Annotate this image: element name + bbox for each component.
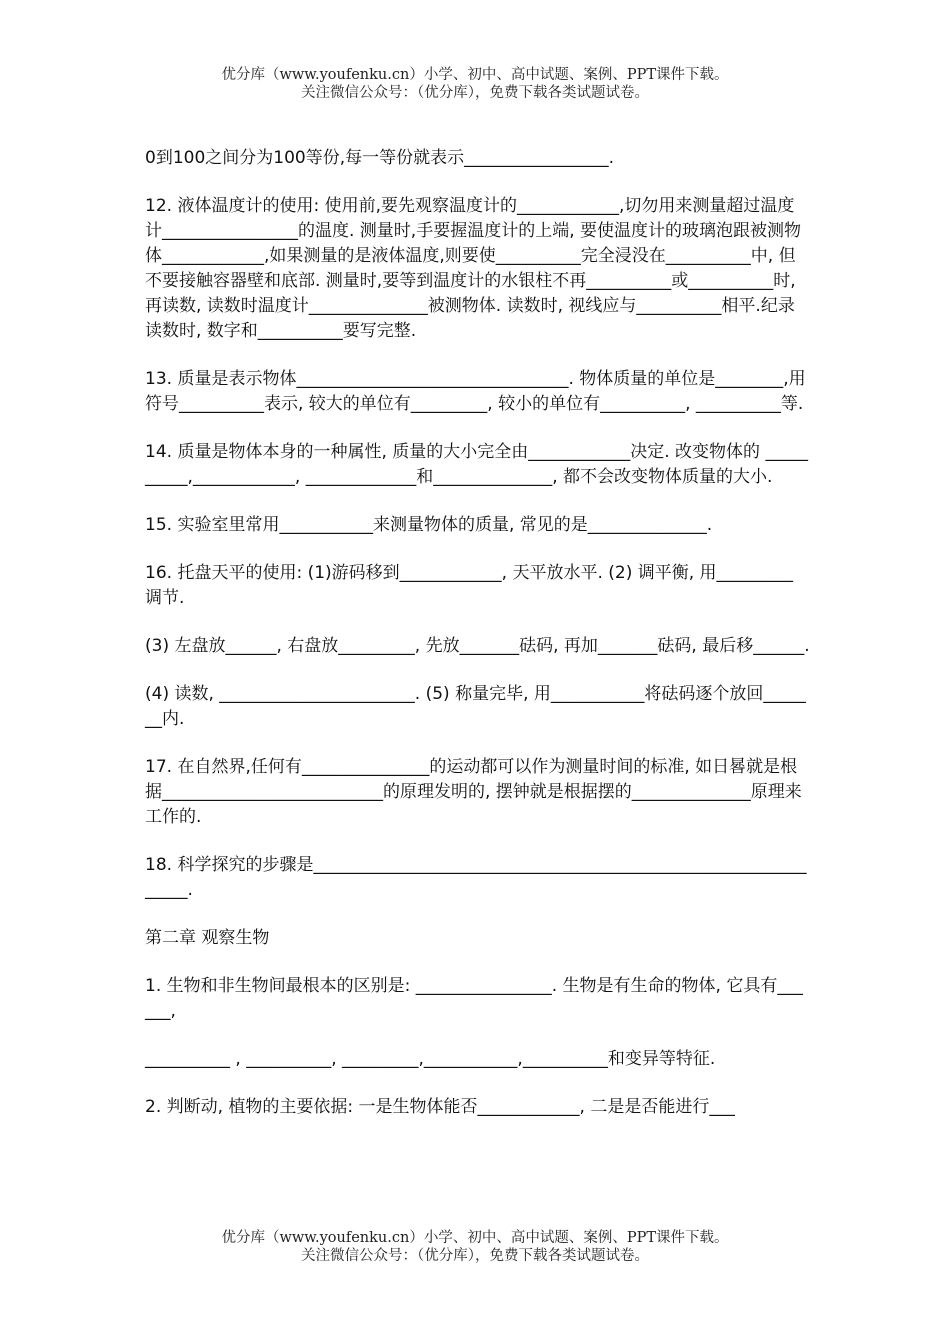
question-13: 13. 质量是表示物体________________________________. 物体质量的单位是________,用符号__________表示, 较大的单位有_________, 较小的单位有__________, __________等. — [145, 369, 806, 414]
footer-line-1: 优分库（www.youfenku.cn）小学、初中、高中试题、案例、PPT课件下载。 — [221, 1230, 729, 1246]
question-17: 17. 在自然界,任何有_______________的运动都可以作为测量时间的标准, 如日晷就是根据__________________________的原理发明的, 摆钟就是根据摆的______________原理来工作的. — [145, 757, 802, 827]
chapter2-question-1-cont: __________ , __________, _________,___________,__________和变异等特征. — [145, 1049, 716, 1069]
chapter2-question-2: 2. 判断动, 植物的主要依据: 一是生物体能否____________, 二是是否能进行___ — [145, 1097, 735, 1117]
question-16: 16. 托盘天平的使用: (1)游码移到____________, 天平放水平. (2) 调平衡, 用_________调节. — [145, 563, 794, 608]
page-footer — [0, 1229, 950, 1265]
header-line-2: 关注微信公众号：（优分库），免费下载各类试题试卷。 — [301, 85, 649, 101]
paragraph-intro: 0到100之间分为100等份,每一等份就表示_________________. — [145, 148, 615, 168]
page-header — [0, 66, 950, 102]
question-15: 15. 实验室里常用___________来测量物体的质量, 常见的是______________. — [145, 515, 713, 535]
question-18: 18. 科学探究的步骤是_______________________________________________________________. — [145, 855, 807, 900]
question-16-part-4: (4) 读数, _______________________. (5) 称量完毕, 用___________将砝码逐个放回_______内. — [145, 684, 806, 729]
document-body — [145, 146, 810, 1143]
question-16-part-3: (3) 左盘放______, 右盘放_________, 先放_______砝码, 再加_______砝码, 最后移______. — [145, 636, 810, 656]
footer-line-2: 关注微信公众号：（优分库），免费下载各类试题试卷。 — [301, 1248, 649, 1264]
chapter-heading: 第二章 观察生物 — [145, 928, 270, 948]
question-12: 12. 液体温度计的使用: 使用前,要先观察温度计的____________,切勿用来测量超过温度计________________的温度. 测量时,手要握温度计的上端, 要使温度计的玻璃泡跟被测物体____________,如果测量的是液体温度,则要使__________完全浸没在__________中, 但不要接触容器壁和底部. 测量时,要等到温度计的水银柱不再__________或__________时,再读数, 读数时温度计______________被测物体. 读数时, 视线应与__________相平.纪录读数时, 数字和__________要写完整. — [145, 196, 802, 341]
chapter2-question-1: 1. 生物和非生物间最根本的区别是: ________________. 生物是有生命的物体, 它具有______, — [145, 976, 803, 1021]
question-14: 14. 质量是物体本身的一种属性, 质量的大小完全由____________决定. 改变物体的 __________,____________, _____________和______________, 都不会改变物体质量的大小. — [145, 442, 808, 487]
header-line-1: 优分库（www.youfenku.cn）小学、初中、高中试题、案例、PPT课件下载。 — [221, 67, 729, 83]
